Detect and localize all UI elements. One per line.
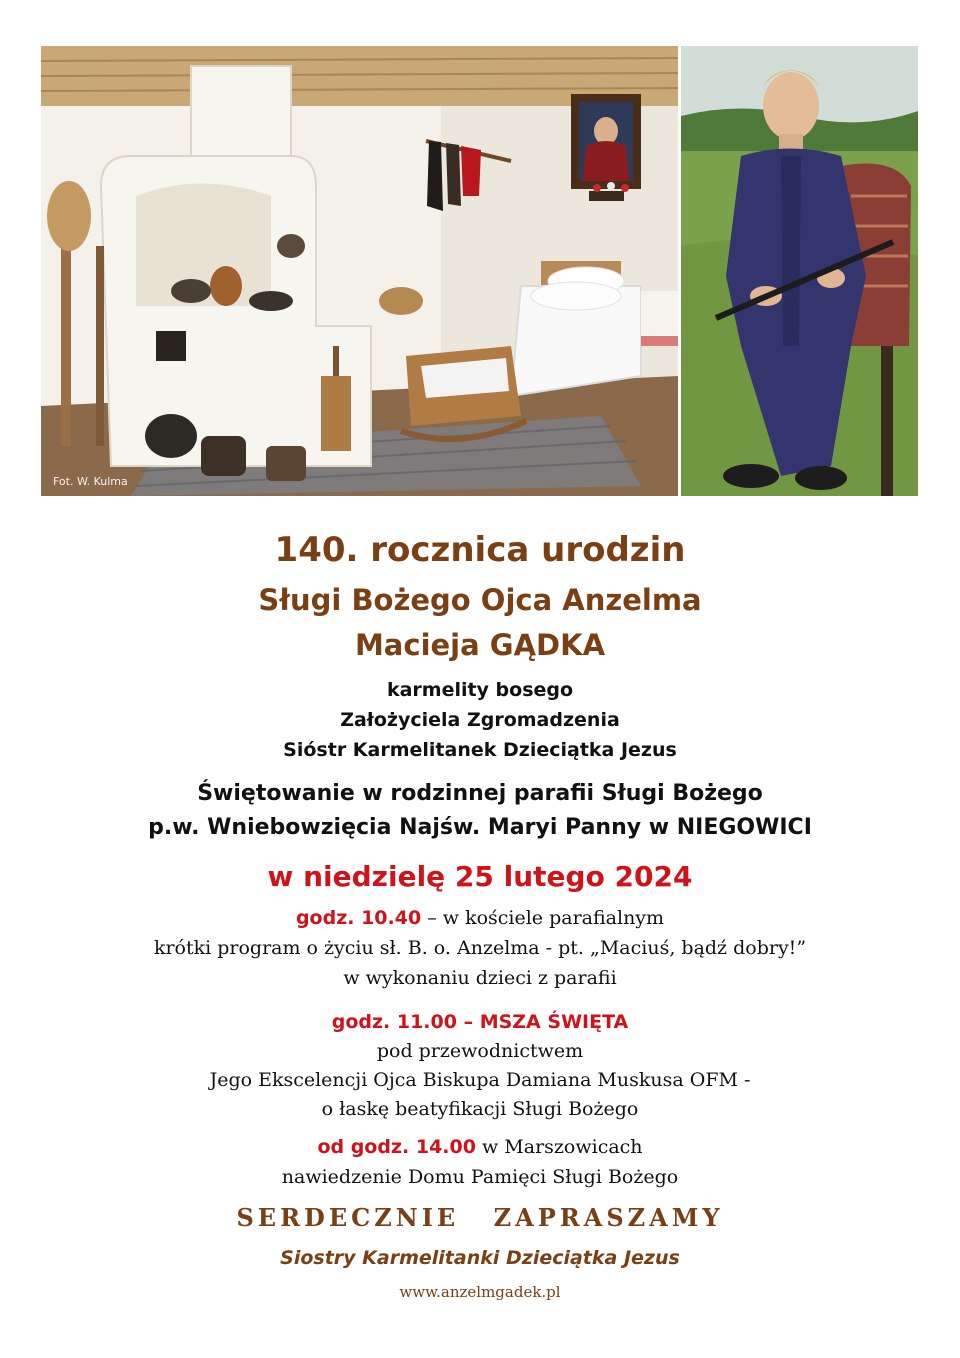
program-item-2-intention: o łaskę beatyfikacji Sługi Bożego <box>321 1098 639 1120</box>
program-item-1 <box>0 907 960 929</box>
program-item-2-title: godz. 11.00 – MSZA ŚWIĘTA <box>331 1011 629 1033</box>
website-link[interactable]: www.anzelmgadek.pl <box>399 1283 561 1301</box>
program-item-2-bishop: Jego Ekscelencji Ojca Biskupa Damiana Muskusa OFM - <box>209 1069 751 1091</box>
photo-credit: Fot. W. Kulma <box>53 475 128 488</box>
program-item-1-description: krótki program o życiu sł. B. o. Anzelma - pt. „Maciuś, bądź dobry!” <box>153 937 807 959</box>
program-item-3-time: od godz. 14.00 <box>317 1136 476 1158</box>
program-item-3-description: nawiedzenie Domu Pamięci Sługi Bożego <box>281 1166 679 1188</box>
order-subtitle: karmelity bosego <box>386 679 574 701</box>
program-item-1-text: – w kościele parafialnym <box>421 907 665 929</box>
program-item-3-text: w Marszowicach <box>475 1136 643 1158</box>
cottage-interior-photo <box>41 46 678 496</box>
program-item-3 <box>0 1136 960 1158</box>
parish-line: p.w. Wniebowzięcia Najśw. Maryi Panny w NIEGOWICI <box>148 815 812 840</box>
servant-of-god-title: Sługi Bożego Ojca Anzelma <box>258 583 702 617</box>
congregation-subtitle: Sióstr Karmelitanek Dzieciątka Jezus <box>283 739 677 761</box>
portrait-painting <box>681 46 918 496</box>
program-item-1-performers: w wykonaniu dzieci z parafii <box>343 967 617 989</box>
portrait-illustration <box>681 46 918 496</box>
anniversary-title: 140. rocznica urodzin <box>274 530 686 570</box>
event-date: w niedzielę 25 lutego 2024 <box>267 860 693 893</box>
invitation-text: SERDECZNIE ZAPRASZAMY <box>236 1203 724 1232</box>
person-name-title: Macieja GĄDKA <box>354 628 606 662</box>
celebration-line: Świętowanie w rodzinnej parafii Sługi Bożego <box>197 781 763 806</box>
cottage-interior-illustration <box>41 46 678 496</box>
signature: Siostry Karmelitanki Dzieciątka Jezus <box>280 1247 680 1269</box>
program-item-1-time: godz. 10.40 <box>295 907 422 929</box>
founder-subtitle: Założyciela Zgromadzenia <box>340 709 620 731</box>
program-item-2-presided: pod przewodnictwem <box>376 1040 584 1062</box>
